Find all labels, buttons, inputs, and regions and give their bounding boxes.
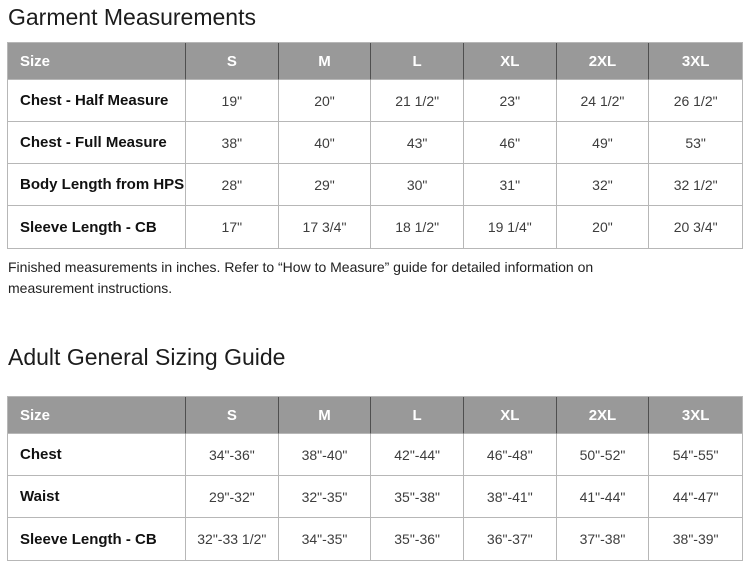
size-column-header: S [186, 397, 279, 434]
measurement-value: 31" [464, 164, 557, 206]
row-label: Sleeve Length - CB [8, 518, 186, 560]
row-label: Body Length from HPS [8, 164, 186, 206]
measurement-value: 32"-33 1/2" [186, 518, 279, 560]
row-label: Sleeve Length - CB [8, 206, 186, 248]
measurement-value: 38" [186, 122, 279, 164]
measurement-value: 35"-38" [371, 476, 464, 518]
measurement-value: 36"-37" [464, 518, 557, 560]
measurement-value: 26 1/2" [649, 80, 742, 122]
measurement-value: 46"-48" [464, 434, 557, 476]
measurement-value: 20 3/4" [649, 206, 742, 248]
table-row [8, 518, 742, 560]
table-row [8, 80, 742, 122]
row-label: Chest - Half Measure [8, 80, 186, 122]
measurement-value: 49" [557, 122, 650, 164]
measurement-value: 29"-32" [186, 476, 279, 518]
measurement-value: 53" [649, 122, 742, 164]
measurement-value: 19 1/4" [464, 206, 557, 248]
size-column-header: M [279, 397, 372, 434]
row-label: Chest [8, 434, 186, 476]
measurement-value: 44"-47" [649, 476, 742, 518]
size-column-header: 3XL [649, 397, 742, 434]
measurement-value: 17 3/4" [279, 206, 372, 248]
measurement-value: 17" [186, 206, 279, 248]
size-column-header: 2XL [557, 397, 650, 434]
measurement-value: 19" [186, 80, 279, 122]
size-column-header: XL [464, 397, 557, 434]
size-label-header: Size [8, 43, 186, 80]
measurement-value: 34"-36" [186, 434, 279, 476]
measurement-value: 23" [464, 80, 557, 122]
measurement-value: 18 1/2" [371, 206, 464, 248]
measurement-value: 20" [279, 80, 372, 122]
adult-sizing-guide-table [7, 396, 743, 561]
measurement-value: 30" [371, 164, 464, 206]
measurement-value: 40" [279, 122, 372, 164]
table-header-row [8, 397, 742, 434]
measurement-value: 37"-38" [557, 518, 650, 560]
size-column-header: L [371, 397, 464, 434]
size-column-header: S [186, 43, 279, 80]
measurement-value: 38"-39" [649, 518, 742, 560]
table-header-row [8, 43, 742, 80]
measurement-value: 29" [279, 164, 372, 206]
table-row [8, 206, 742, 248]
measurement-value: 28" [186, 164, 279, 206]
measurement-value: 42"-44" [371, 434, 464, 476]
measurement-value: 35"-36" [371, 518, 464, 560]
measurement-value: 32"-35" [279, 476, 372, 518]
table-row [8, 476, 742, 518]
measurement-value: 32" [557, 164, 650, 206]
measurement-value: 34"-35" [279, 518, 372, 560]
measurement-value: 50"-52" [557, 434, 650, 476]
measurement-value: 32 1/2" [649, 164, 742, 206]
size-column-header: M [279, 43, 372, 80]
table-row [8, 122, 742, 164]
garment-measurements-table [7, 42, 743, 249]
size-column-header: 2XL [557, 43, 650, 80]
measurement-value: 46" [464, 122, 557, 164]
size-label-header: Size [8, 397, 186, 434]
measurement-value: 54"-55" [649, 434, 742, 476]
measurement-value: 21 1/2" [371, 80, 464, 122]
measurement-value: 24 1/2" [557, 80, 650, 122]
measurement-value: 41"-44" [557, 476, 650, 518]
table-row [8, 164, 742, 206]
size-column-header: XL [464, 43, 557, 80]
measurement-note: Finished measurements in inches. Refer to “How to Measure” guide for detailed information on measurement instructions. [8, 259, 594, 296]
size-column-header: 3XL [649, 43, 742, 80]
size-column-header: L [371, 43, 464, 80]
table-row [8, 434, 742, 476]
measurement-value: 43" [371, 122, 464, 164]
row-label: Waist [8, 476, 186, 518]
measurement-value: 38"-41" [464, 476, 557, 518]
measurement-value: 38"-40" [279, 434, 372, 476]
adult-sizing-guide-title: Adult General Sizing Guide [8, 344, 286, 370]
measurement-value: 20" [557, 206, 650, 248]
garment-measurements-title: Garment Measurements [8, 4, 256, 30]
row-label: Chest - Full Measure [8, 122, 186, 164]
